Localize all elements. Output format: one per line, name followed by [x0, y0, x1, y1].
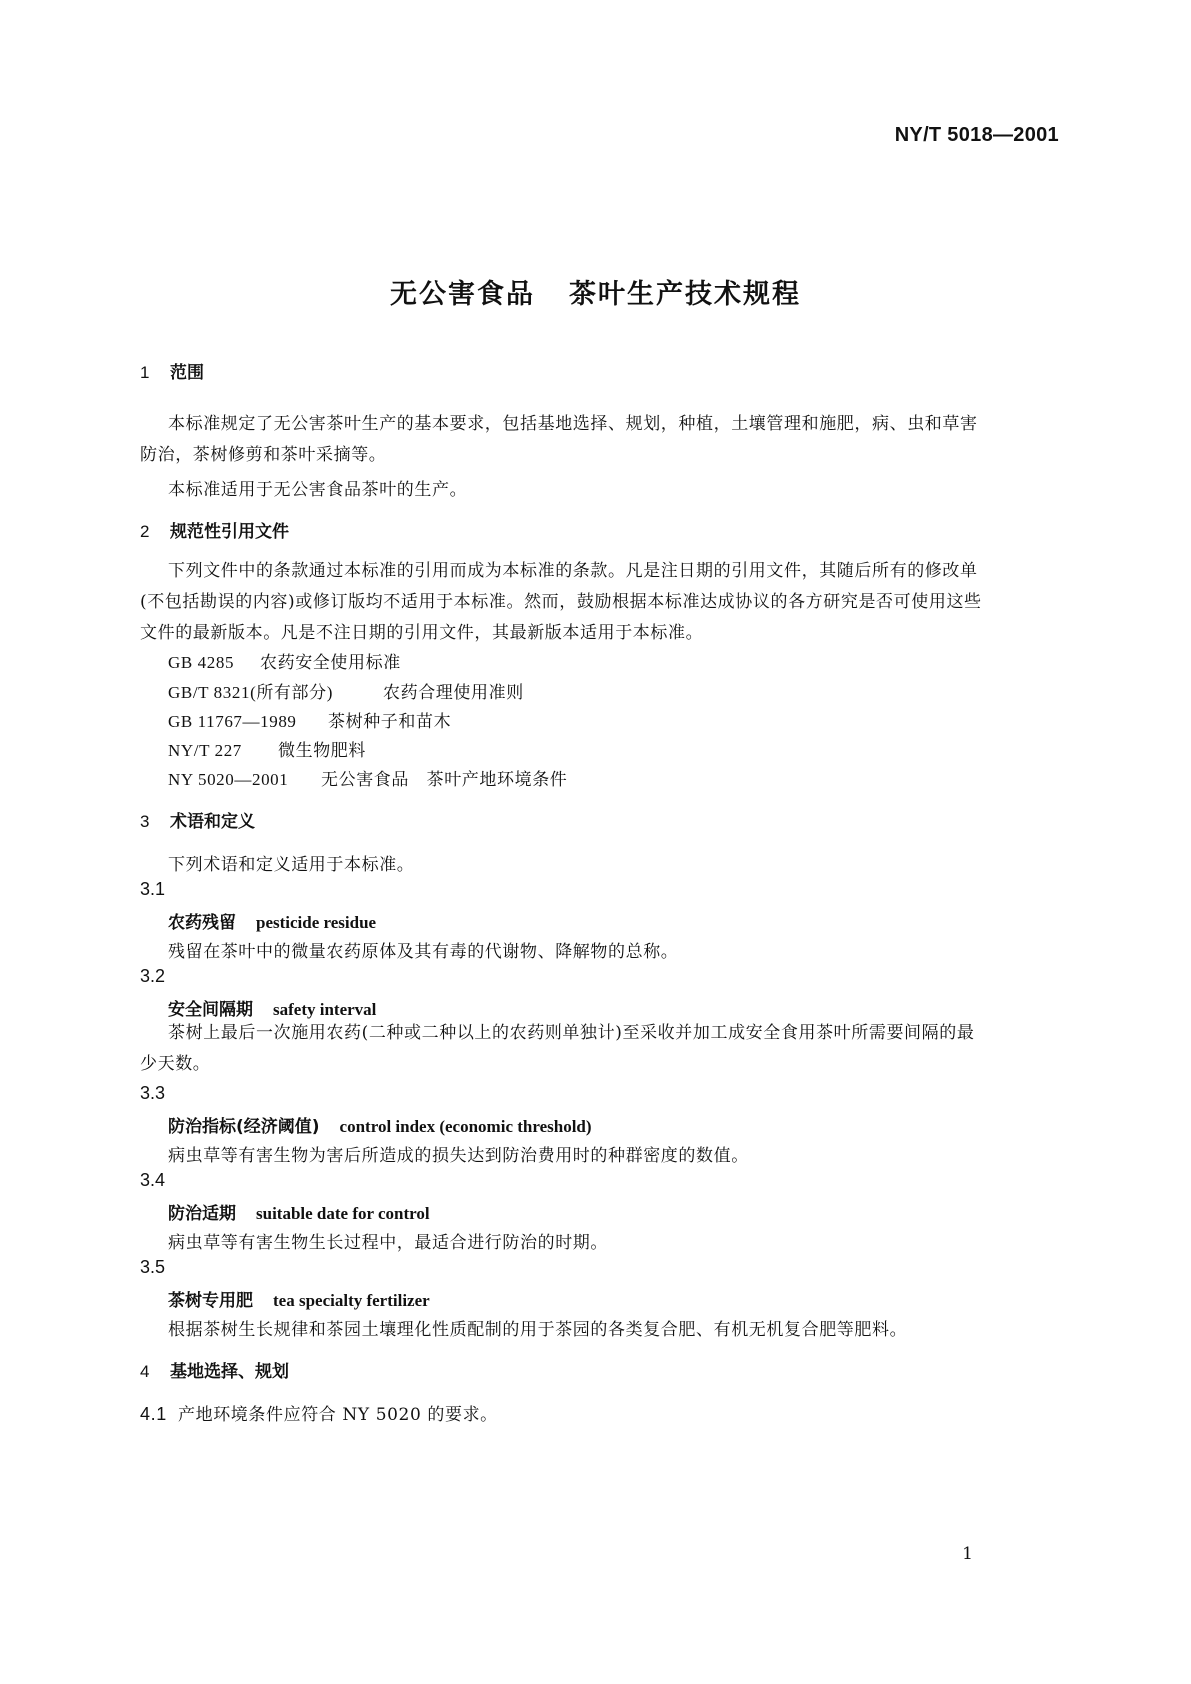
- section-1-heading: 1 范围: [140, 363, 204, 383]
- section-3-intro: 下列术语和定义适用于本标准。: [168, 855, 415, 875]
- section-2-paragraph: 下列文件中的条款通过本标准的引用而成为本标准的条款。凡是注日期的引用文件，其随后所有的修改单(不包括勘误的内容)或修订版均不适用于本标准。然而，鼓励根据本标准达成协议的各方研究是否可使用这些文件的最新版本。凡是不注日期的引用文件，其最新版本适用于本标准。: [140, 561, 982, 643]
- term-heading: 茶树专用肥 tea specialty fertilizer: [168, 1291, 430, 1311]
- section-1-paragraph-2: 本标准适用于无公害食品茶叶的生产。: [168, 480, 468, 500]
- clause-number: 3.2: [140, 966, 166, 986]
- clause-number: 3.5: [140, 1257, 166, 1277]
- reference-item: GB/T 8321(所有部分) 农药合理使用准则: [168, 683, 524, 703]
- reference-item: NY/T 227 微生物肥料: [168, 741, 366, 761]
- standard-code: NY/T 5018—2001: [894, 124, 1059, 146]
- section-3-heading: 3 术语和定义: [140, 812, 255, 832]
- clause-number: 3.1: [140, 879, 166, 899]
- clause-4-1: 4.1 产地环境条件应符合 NY 5020 的要求。: [140, 1404, 498, 1425]
- title-part-2: 茶叶生产技术规程: [569, 279, 801, 310]
- reference-item: GB 11767—1989 茶树种子和苗木: [168, 712, 452, 732]
- title-part-1: 无公害食品: [390, 279, 535, 310]
- clause-number: 3.3: [140, 1083, 166, 1103]
- term-definition: 茶树上最后一次施用农药(二种或二种以上的农药则单独计)至采收并加工成安全食用茶叶所需要间隔的最少天数。: [140, 1023, 975, 1074]
- term-definition: 病虫草等有害生物为害后所造成的损失达到防治费用时的种群密度的数值。: [168, 1146, 749, 1166]
- clause-number: 3.4: [140, 1170, 166, 1190]
- term-heading: 农药残留 pesticide residue: [168, 913, 377, 933]
- term-heading: 防治适期 suitable date for control: [168, 1204, 430, 1224]
- page-number: 1: [962, 1544, 973, 1564]
- reference-item: NY 5020—2001 无公害食品 茶叶产地环境条件: [168, 770, 568, 790]
- term-heading: 安全间隔期 safety interval: [168, 1000, 377, 1020]
- term-definition: 根据茶树生长规律和茶园土壤理化性质配制的用于茶园的各类复合肥、有机无机复合肥等肥料。: [168, 1320, 908, 1340]
- section-1-paragraph-1: 本标准规定了无公害茶叶生产的基本要求，包括基地选择、规划，种植，土壤管理和施肥，病、虫和草害防治，茶树修剪和茶叶采摘等。: [140, 414, 978, 465]
- document-title: [0, 272, 1191, 311]
- term-definition: 病虫草等有害生物生长过程中，最适合进行防治的时期。: [168, 1233, 608, 1253]
- reference-item: GB 4285 农药安全使用标准: [168, 653, 401, 673]
- section-2-heading: 2 规范性引用文件: [140, 522, 289, 542]
- term-heading: 防治指标(经济阈值) control index (economic threshold): [168, 1117, 592, 1137]
- term-definition: 残留在茶叶中的微量农药原体及其有毒的代谢物、降解物的总称。: [168, 942, 679, 962]
- section-4-heading: 4 基地选择、规划: [140, 1362, 289, 1382]
